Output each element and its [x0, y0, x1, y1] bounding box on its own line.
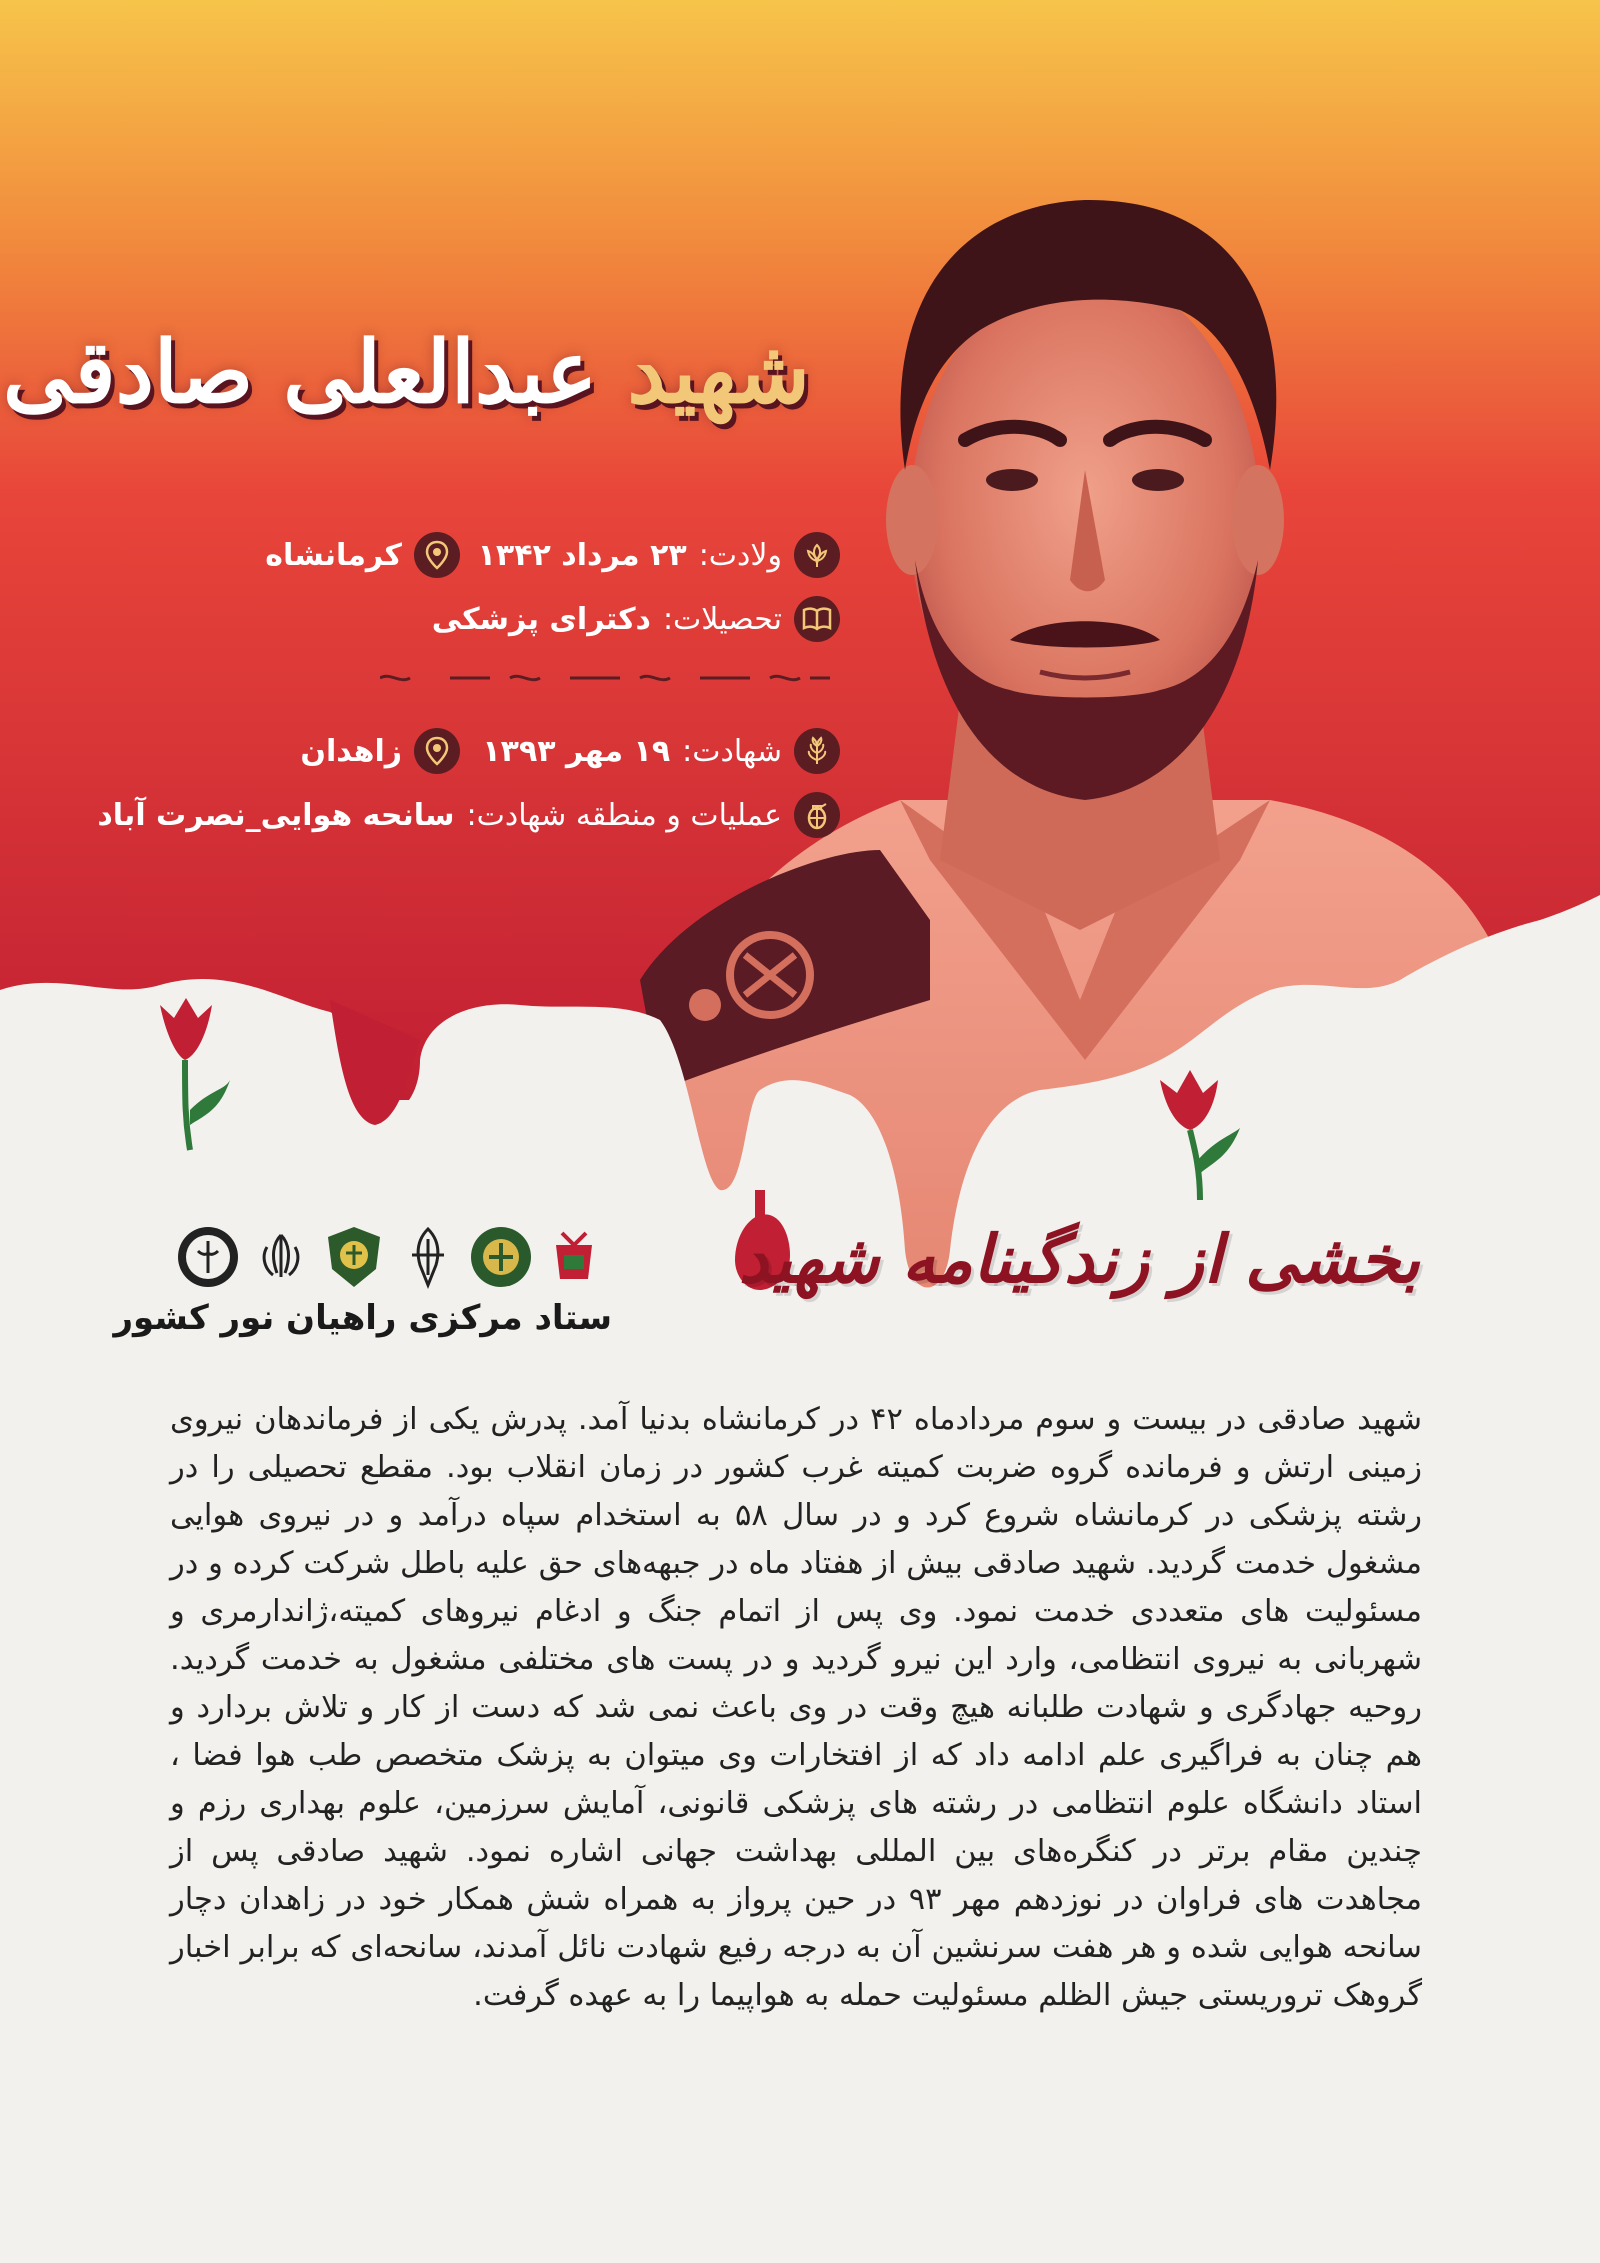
- martyrdom-date: ۱۹ مهر ۱۳۹۳: [482, 733, 671, 769]
- education-label: تحصیلات:: [662, 601, 782, 637]
- martyrdom-label: شهادت:: [682, 733, 782, 769]
- title-name: عبدالعلی صادقی: [2, 322, 598, 423]
- location-pin-icon: [414, 532, 460, 578]
- education-value: دکترای پزشکی: [431, 601, 651, 637]
- title-prefix: شهید: [627, 322, 810, 423]
- page-title: [2, 322, 810, 423]
- operation-row: [97, 792, 840, 838]
- police-emblem-logo: [322, 1225, 386, 1289]
- martyrdom-row: [482, 728, 840, 774]
- birth-place: کرمانشاه: [265, 537, 402, 573]
- organization-name: ستاد مرکزی راهیان نور کشور: [113, 1298, 612, 1338]
- birth-label: ولادت:: [698, 537, 782, 573]
- birth-date: ۲۳ مرداد ۱۳۴۲: [477, 537, 687, 573]
- operation-label: عملیات و منطقه شهادت:: [466, 797, 782, 833]
- flower-icon: [794, 532, 840, 578]
- wavy-divider: [380, 668, 830, 688]
- education-row: [432, 596, 840, 642]
- rahian-noor-logo: [542, 1225, 606, 1289]
- operation-value: سانحه هوایی_نصرت آباد: [97, 797, 455, 833]
- sepah-emblem-logo: [396, 1225, 460, 1289]
- biography-text: شهید صادقی در بیست و سوم مردادماه ۴۲ در کرمانشاه بدنیا آمد. پدرش یکی از فرماندهان نیروی زمینی ارتش و فرمانده گروه ضربت کمیته غرب کشور در زمان انقلاب بود. مقطع تحصیلی را در رشته پزشکی در کرمانشاه شروع کرد و در سال ۵۸ به استخدام سپاه درآمد و در نیروی هوایی مشغول خدمت گردید. شهید صادقی بیش از هفتاد ماه در جبهه‌های حق علیه باطل شرکت کرده و در مسئولیت های متعددی خدمت نمود. وی پس از اتمام جنگ و ادغام نیروهای کمیته،ژاندارمری و شهربانی به نیروی انتظامی، وارد این نیرو گردید و در پست های مختلفی مشغول به خدمت گردید. روحیه جهادگری و شهادت طلبانه هیچ وقت در وی باعث نمی شد که دست از کار و تلاش بردارد و هم چنان به فراگیری علم ادامه داد که از افتخارات وی میتوان به پزشک متخصص طب هوا فضا ، استاد دانشگاه علوم انتظامی در رشته های پزشکی قانونی، آمایش سرزمین، علوم بهداری رزم و چندین مقام برتر در کنگره‌های بین المللی بهداشت جهانی اشاره نمود. شهید صادقی پس از مجاهدت های فراوان در نوزدهم مهر ۹۳ در حین پرواز به همراه شش همکار خود در زاهدان دچار سانحه هوایی شده و هر هفت سرنشین آن به درجه رفیع شهادت نائل آمدند، سانحه‌ای که برابر اخبار گروهک تروریستی جیش الظلم مسئولیت حمله به هواپیما را به عهده گرفت.: [170, 1402, 1422, 2013]
- birth-place-row: [265, 532, 460, 578]
- jahad-keshavarzi-logo: [176, 1225, 240, 1289]
- grenade-icon: [794, 792, 840, 838]
- army-emblem-logo: [469, 1225, 533, 1289]
- martyrdom-place-row: [300, 728, 460, 774]
- location-pin-icon: [414, 728, 460, 774]
- section-title: بخشی از زندگینامه شهید: [738, 1220, 1420, 1298]
- organization-logos: [176, 1222, 606, 1292]
- book-icon: [794, 596, 840, 642]
- wheat-icon: [794, 728, 840, 774]
- birth-row: [478, 532, 840, 578]
- martyrdom-place: زاهدان: [300, 733, 402, 769]
- iran-emblem-logo: [249, 1225, 313, 1289]
